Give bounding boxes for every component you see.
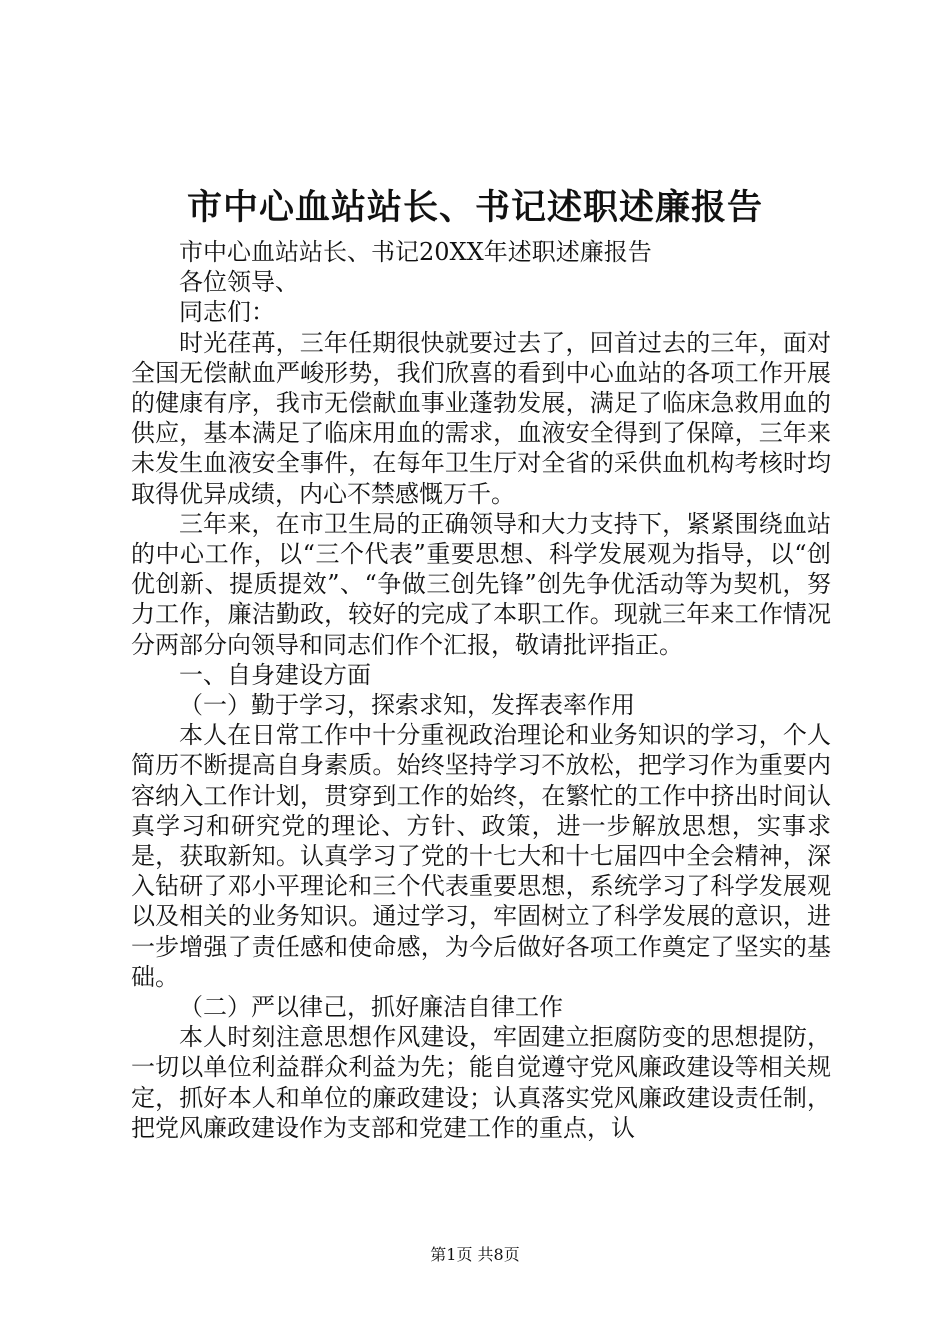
paragraph-overview: 三年来，在市卫生局的正确领导和大力支持下，紧紧围绕血站的中心工作，以“三个代表”重要思想、科学发展观为指导，以“创优创新、提质提效”、“争做三创先锋”创先争优活动等为契机，努力工作，廉洁勤政，较好的完成了本职工作。现就三年来工作情况分两部分向领导和同志们作个汇报，敬请批评指正。 [131, 509, 831, 659]
document-body [131, 237, 831, 1143]
paragraph-study: 本人在日常工作中十分重视政治理论和业务知识的学习，个人简历不断提高自身素质。始终坚持学习不放松，把学习作为重要内容纳入工作计划，贯穿到工作的始终，在繁忙的工作中挤出时间认真学习和研究党的理论、方针、政策，进一步解放思想，实事求是，获取新知。认真学习了党的十七大和十七届四中全会精神，深入钻研了邓小平理论和三个代表重要思想，系统学习了科学发展观以及相关的业务知识。通过学习，牢固树立了科学发展的意识，进一步增强了责任感和使命感，为今后做好各项工作奠定了坚实的基础。 [131, 721, 831, 991]
paragraph-integrity: 本人时刻注意思想作风建设，牢固建立拒腐防变的思想提防，一切以单位利益群众利益为先；能自觉遵守党风廉政建设等相关规定，抓好本人和单位的廉政建设；认真落实党风廉政建设责任制，把党风廉政建设作为支部和党建工作的重点，认 [131, 1023, 831, 1142]
page-number-footer: 第1页 共8页 [430, 1245, 520, 1264]
subtitle-line: 市中心血站站长、书记20XX年述职述廉报告 [179, 238, 652, 266]
salutation-line-2: 同志们： [179, 298, 275, 327]
section-heading-1: 一、自身建设方面 [179, 660, 371, 689]
subsection-heading-1: （一）勤于学习，探索求知，发挥表率作用 [179, 691, 635, 720]
salutation-line-1: 各位领导、 [179, 268, 299, 297]
paragraph-intro: 时光荏苒，三年任期很快就要过去了，回首过去的三年，面对全国无偿献血严峻形势，我们欣喜的看到中心血站的各项工作开展的健康有序，我市无偿献血事业蓬勃发展，满足了临床急救用血的供应，基本满足了临床用血的需求，血液安全得到了保障，三年来未发生血液安全事件，在每年卫生厅对全省的采供血机构考核时均取得优异成绩，内心不禁感慨万千。 [131, 328, 831, 508]
document-title: 市中心血站站长、书记述职述廉报告 [186, 187, 763, 228]
subsection-heading-2: （二）严以律己，抓好廉洁自律工作 [179, 993, 563, 1022]
